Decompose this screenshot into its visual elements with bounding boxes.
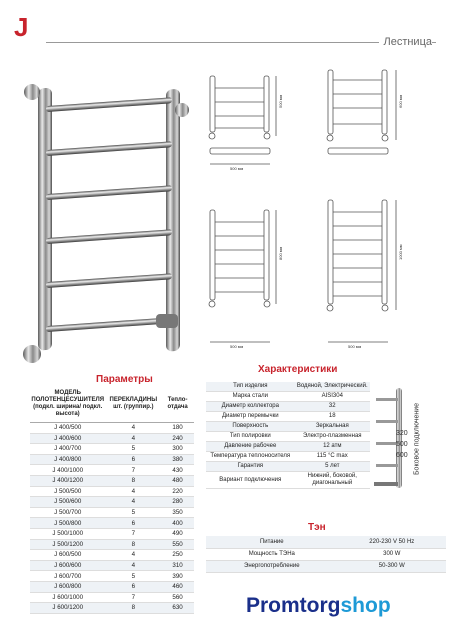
params-row (30, 465, 194, 476)
ten-table (206, 536, 446, 573)
params-row-cell: 430 (161, 465, 194, 476)
params-row-cell: 560 (161, 592, 194, 603)
specs-row (206, 422, 370, 432)
params-row (30, 475, 194, 486)
params-row-cell: 490 (161, 528, 194, 539)
params-row-cell: 250 (161, 550, 194, 561)
specs-row-cell: Вариант подключения (206, 472, 295, 489)
specs-row (206, 392, 370, 402)
side-label-wrap (410, 384, 424, 494)
params-row-cell: 480 (161, 475, 194, 486)
towel-rail-photo (18, 60, 198, 370)
params-row-cell: 4 (105, 433, 161, 444)
specs-row-cell: Температура теплоносителя (206, 452, 295, 462)
specs-row (206, 462, 370, 472)
params-row-cell: 8 (105, 603, 161, 614)
params-col-bars: ПЕРЕКЛАДИНЫ шт. (группир.) (105, 388, 161, 423)
specs-row-cell: Диаметр перемычки (206, 412, 295, 422)
specs-row (206, 442, 370, 452)
params-row-cell: J 600/700 (30, 571, 105, 582)
dim-height-3: 800 мм (278, 246, 283, 260)
params-row (30, 507, 194, 518)
brand-part-2: shop (340, 594, 391, 617)
params-row-cell: 4 (105, 423, 161, 434)
params-row-cell: J 400/700 (30, 444, 105, 455)
params-row (30, 539, 194, 550)
params-row (30, 560, 194, 571)
ten-title: Тэн (308, 522, 326, 533)
ten-row-cell: Питание (206, 536, 338, 548)
specs-row-cell: Тип изделия (206, 382, 295, 392)
params-row-cell: 180 (161, 423, 194, 434)
params-row (30, 433, 194, 444)
params-row-cell: J 500/1200 (30, 539, 105, 550)
specs-row-cell: 18 (295, 412, 370, 422)
params-row (30, 571, 194, 582)
specs-row (206, 432, 370, 442)
params-row (30, 581, 194, 592)
params-row-cell: J 600/800 (30, 581, 105, 592)
params-col-model: МОДЕЛЬ ПОЛОТЕНЦЕСУШИТЕЛЯ (подкл. ширина/ подкл. высота) (30, 388, 105, 423)
specs-row-cell: Электро-плазменная (295, 432, 370, 442)
ten-row-cell: 300 W (338, 548, 446, 560)
params-row-cell: 5 (105, 444, 161, 455)
side-height-2: 500 (396, 441, 408, 448)
params-row-cell: J 500/700 (30, 507, 105, 518)
params-row (30, 550, 194, 561)
specs-row-cell: Диаметр коллектора (206, 402, 295, 412)
ten-row-cell: Мощность ТЭНа (206, 548, 338, 560)
dim-height-4: 1000 мм (398, 244, 403, 260)
params-title: Параметры (96, 374, 153, 385)
side-height-1: 320 (396, 430, 408, 437)
specs-row-cell: Поверхность (206, 422, 295, 432)
params-row (30, 592, 194, 603)
params-row-cell: 6 (105, 581, 161, 592)
specs-row-cell: Гарантия (206, 462, 295, 472)
params-row-cell: J 500/1000 (30, 528, 105, 539)
params-row-cell: 280 (161, 497, 194, 508)
params-row-cell: 4 (105, 550, 161, 561)
ten-row-cell: 220-230 V 50 Hz (338, 536, 446, 548)
specs-row-cell: Нижний, боковой, диагональный (295, 472, 370, 489)
params-row-cell: J 500/500 (30, 486, 105, 497)
ten-row (206, 560, 446, 572)
params-row-cell: J 600/500 (30, 550, 105, 561)
params-row-cell: J 400/1000 (30, 465, 105, 476)
params-row-cell: 380 (161, 454, 194, 465)
params-row-cell: 630 (161, 603, 194, 614)
params-header-row (30, 388, 194, 423)
params-row-cell: 5 (105, 507, 161, 518)
params-row-cell: 400 (161, 518, 194, 529)
params-row-cell: J 600/1000 (30, 592, 105, 603)
params-row-cell: 6 (105, 518, 161, 529)
params-row-cell: 300 (161, 444, 194, 455)
params-row-cell: 7 (105, 528, 161, 539)
dim-width-4: 500 мм (348, 344, 362, 349)
ten-row (206, 548, 446, 560)
params-row-cell: 4 (105, 486, 161, 497)
params-row (30, 444, 194, 455)
params-row (30, 603, 194, 614)
specs-row-cell: 12 атм (295, 442, 370, 452)
params-row-cell: 5 (105, 571, 161, 582)
params-row-cell: 350 (161, 507, 194, 518)
specs-row-cell: Водяной, Электрический. (295, 382, 370, 392)
page-title: Лестница (379, 36, 432, 48)
params-row-cell: 6 (105, 454, 161, 465)
params-row-cell: J 600/600 (30, 560, 105, 571)
params-row-cell: 310 (161, 560, 194, 571)
params-row-cell: J 400/800 (30, 454, 105, 465)
specs-row-cell: AISI304 (295, 392, 370, 402)
specs-row (206, 452, 370, 462)
params-row-cell: 240 (161, 433, 194, 444)
ten-row-cell: 50-300 W (338, 560, 446, 572)
dim-width-1: 500 мм (230, 166, 244, 171)
specs-row-cell: Зеркальная (295, 422, 370, 432)
specs-row (206, 412, 370, 422)
params-col-heat: Тепло-отдача (161, 388, 194, 423)
params-row-cell: 7 (105, 592, 161, 603)
params-row-cell: 4 (105, 560, 161, 571)
specs-row (206, 402, 370, 412)
specs-title: Характеристики (258, 364, 338, 375)
technical-drawings (204, 60, 444, 360)
specs-row-cell: 32 (295, 402, 370, 412)
dim-width-3: 500 мм (230, 344, 244, 349)
params-row-cell: 390 (161, 571, 194, 582)
specs-row (206, 472, 370, 489)
dim-height-2: 600 мм (398, 94, 403, 108)
params-row-cell: 4 (105, 497, 161, 508)
brand-logo (238, 584, 454, 628)
side-connection-label: Боковое подключение (413, 402, 421, 476)
params-row-cell: J 400/600 (30, 433, 105, 444)
params-row-cell: 7 (105, 465, 161, 476)
params-row-cell: J 400/500 (30, 423, 105, 434)
params-row (30, 454, 194, 465)
params-row (30, 528, 194, 539)
specs-row (206, 382, 370, 392)
specs-table (206, 382, 370, 489)
params-row-cell: 8 (105, 475, 161, 486)
specs-row-cell: Тип полировки (206, 432, 295, 442)
params-row (30, 423, 194, 434)
side-height-3: 600 (396, 452, 408, 459)
ten-row (206, 536, 446, 548)
ten-row-cell: Энергопотребление (206, 560, 338, 572)
side-heights (396, 428, 408, 461)
params-table (30, 388, 194, 614)
params-row-cell: 550 (161, 539, 194, 550)
params-row-cell: J 600/1200 (30, 603, 105, 614)
params-row-cell: J 500/600 (30, 497, 105, 508)
params-row-cell: J 500/800 (30, 518, 105, 529)
specs-row-cell: 115 °C max (295, 452, 370, 462)
dim-height-1: 500 мм (278, 94, 283, 108)
header-divider (46, 42, 436, 43)
params-row (30, 497, 194, 508)
params-row (30, 486, 194, 497)
series-letter: J (14, 12, 29, 42)
params-row-cell: J 400/1200 (30, 475, 105, 486)
params-row-cell: 8 (105, 539, 161, 550)
specs-row-cell: 5 лет (295, 462, 370, 472)
params-row-cell: 460 (161, 581, 194, 592)
brand-part-1: Promtorg (246, 594, 341, 617)
specs-row-cell: Давление рабочее (206, 442, 295, 452)
params-row-cell: 220 (161, 486, 194, 497)
specs-row-cell: Марка стали (206, 392, 295, 402)
params-row (30, 518, 194, 529)
